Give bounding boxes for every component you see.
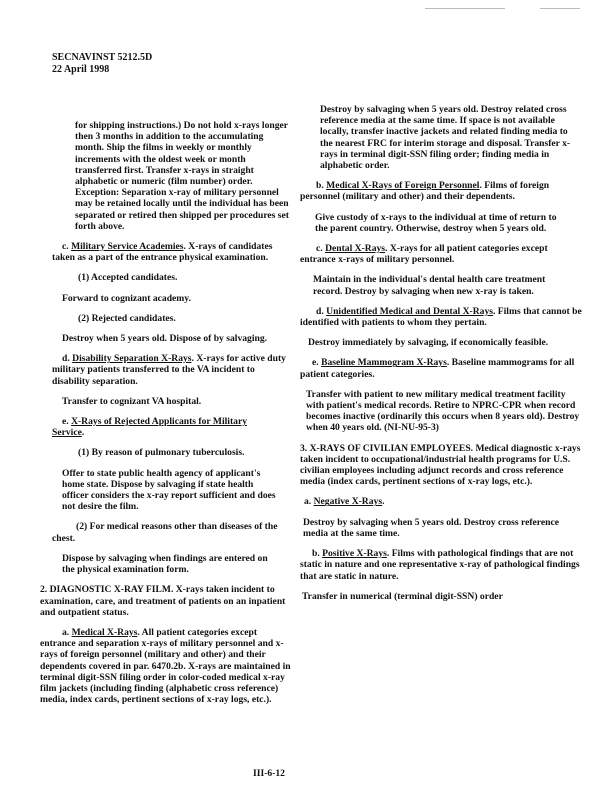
scan-artifact-line [425, 8, 505, 9]
section-d-disability [52, 353, 292, 387]
doc-date: 22 April 1998 [52, 64, 110, 75]
heading: X-Rays of Rejected Applicants for Military Service [52, 416, 248, 439]
label: c. [316, 243, 326, 255]
section-e-mammogram [300, 357, 582, 379]
label: a. [304, 496, 314, 508]
disposition: Forward to cognizant academy. [62, 292, 191, 304]
heading: Dental X-Rays [325, 243, 386, 255]
subitem: (1) Accepted candidates. [78, 272, 178, 284]
right-column [300, 104, 582, 611]
label: e. [62, 416, 72, 428]
paragraph: for shipping instructions.) Do not hold x-rays longer then 3 months in addition to the accumulating month. Ship the films in weekly or monthly increments with the oldest week or month transferred first. Transfer x-rays in straight alphabetic or numeric (film number) order. Exception: Separation x-ray of military personnel may be retained locally until the individual has been separated or retired then shipped per procedures set forth above. [75, 120, 289, 232]
text: . [81, 427, 85, 439]
section-2-diagnostic: 2. DIAGNOSTIC X-RAY FILM. X-rays taken incident to examination, care, and treatment of patients on an inpatient and outpatient status. [40, 584, 286, 618]
text: . Films with pathological findings that are not static in nature and one representative x-ray of pathological findings that are static in nature. [300, 548, 580, 582]
disposition: Destroy when 5 years old. Dispose of by salvaging. [62, 333, 268, 345]
heading: Unidentified Medical and Dental X-Rays [326, 305, 493, 317]
section-c-military-academies [52, 241, 292, 263]
heading: Disability Separation X-Rays [72, 353, 192, 365]
section-a-negative [304, 496, 582, 507]
text: . All patient categories except entrance and separation x-rays of military personnel and x-rays of foreign personnel (military and other) and their dependents covered in par. 6470.2b. X-rays are maintained in terminal digit-SSN filing order in color-coded medical x-ray film jackets (including finding (alphabetic cross reference) media, index cards, pertinent sections of x-ray logs, etc.). [40, 626, 291, 706]
text: . X-rays for active duty military patients transferred to the VA incident to disability separation. [52, 353, 286, 387]
heading: Medical X-Rays [71, 626, 138, 638]
disposition: Offer to state public health agency of applicant's home state. Dispose by salvaging if state health officer considers the x-ray report sufficient and does not desire the film. [62, 467, 276, 513]
section-d-unidentified [300, 306, 582, 328]
page-number: III-6-12 [253, 768, 285, 779]
heading: Positive X-Rays [322, 548, 387, 560]
heading: Negative X-Rays [313, 496, 383, 508]
label: d. [316, 305, 327, 317]
label: b. [316, 180, 327, 192]
label: a. [62, 626, 72, 638]
section-b-positive [300, 548, 582, 582]
label: d. [62, 353, 73, 365]
text: . X-rays for all patient categories except entrance x-rays of military personnel. [300, 243, 548, 266]
label: b. [312, 548, 323, 560]
scan-artifact-line [540, 8, 580, 9]
left-column [40, 120, 292, 714]
doc-id: SECNAVINST 5212.5D [52, 52, 153, 63]
disposition: Destroy immediately by salvaging, if economically feasible. [308, 337, 549, 349]
section-e-rejected-applicants [52, 416, 262, 438]
section-c-dental [300, 243, 582, 265]
disposition: Transfer to cognizant VA hospital. [62, 395, 202, 407]
section-b-foreign [300, 180, 562, 202]
section-a-medical [40, 627, 292, 705]
disposition: Dispose by salvaging when findings are entered on the physical examination form. [62, 552, 268, 576]
subitem: (2) Rejected candidates. [78, 312, 176, 324]
disposition: Transfer with patient to new military medical treatment facility with patient's medical records. Retire to NPRC-CPR when record becomes inactive (ordinarily this occurs when 8 years old). Destroy when 40 years old. (NI-NU-95-3) [306, 388, 580, 434]
subitem: (2) For medical reasons other than diseases of the chest. [52, 521, 278, 544]
text: . Films of foreign personnel (military and other) and their dependents. [300, 180, 550, 203]
subitem: (1) By reason of pulmonary tuberculosis. [78, 447, 245, 459]
label: c. [62, 241, 72, 253]
disposition: Destroy by salvaging when 5 years old. Destroy cross reference media at the same time. [303, 516, 559, 539]
disposition: Maintain in the individual's dental health care treatment record. Destroy by salvaging when new x-ray is taken. [313, 274, 546, 297]
heading: Medical X-Rays of Foreign Personnel [326, 180, 480, 192]
label: e. [312, 357, 322, 369]
disposition: Transfer in numerical (terminal digit-SSN) order [302, 590, 503, 602]
section-3-civilian: 3. X-RAYS OF CIVILIAN EMPLOYEES. Medical diagnostic x-rays taken incident to occupational/industrial health programs for U.S. civilian employees including adjunct records and cross reference media (index cards, pertinent sections of x-ray logs, etc.). [300, 442, 581, 488]
text: . [382, 496, 385, 508]
disposition: Destroy by salvaging when 5 years old. Destroy related cross reference media at the same time. If space is not available locally, transfer inactive jackets and related finding media to the nearest FRC for interim storage and disposal. Transfer x-rays in terminal digit-SSN filing order; finding media in alphabetic order. [320, 104, 571, 172]
heading: Military Service Academies [71, 241, 184, 253]
disposition: Give custody of x-rays to the individual at time of return to the parent country. Otherwise, destroy when 5 years old. [315, 211, 557, 234]
text: . X-rays of candidates taken as a part of the entrance physical examination. [52, 241, 273, 264]
heading: Baseline Mammogram X-Rays [321, 357, 447, 369]
text: . Baseline mammograms for all patient categories. [300, 357, 575, 380]
text: . Films that cannot be identified with patients to whom they pertain. [300, 305, 582, 329]
